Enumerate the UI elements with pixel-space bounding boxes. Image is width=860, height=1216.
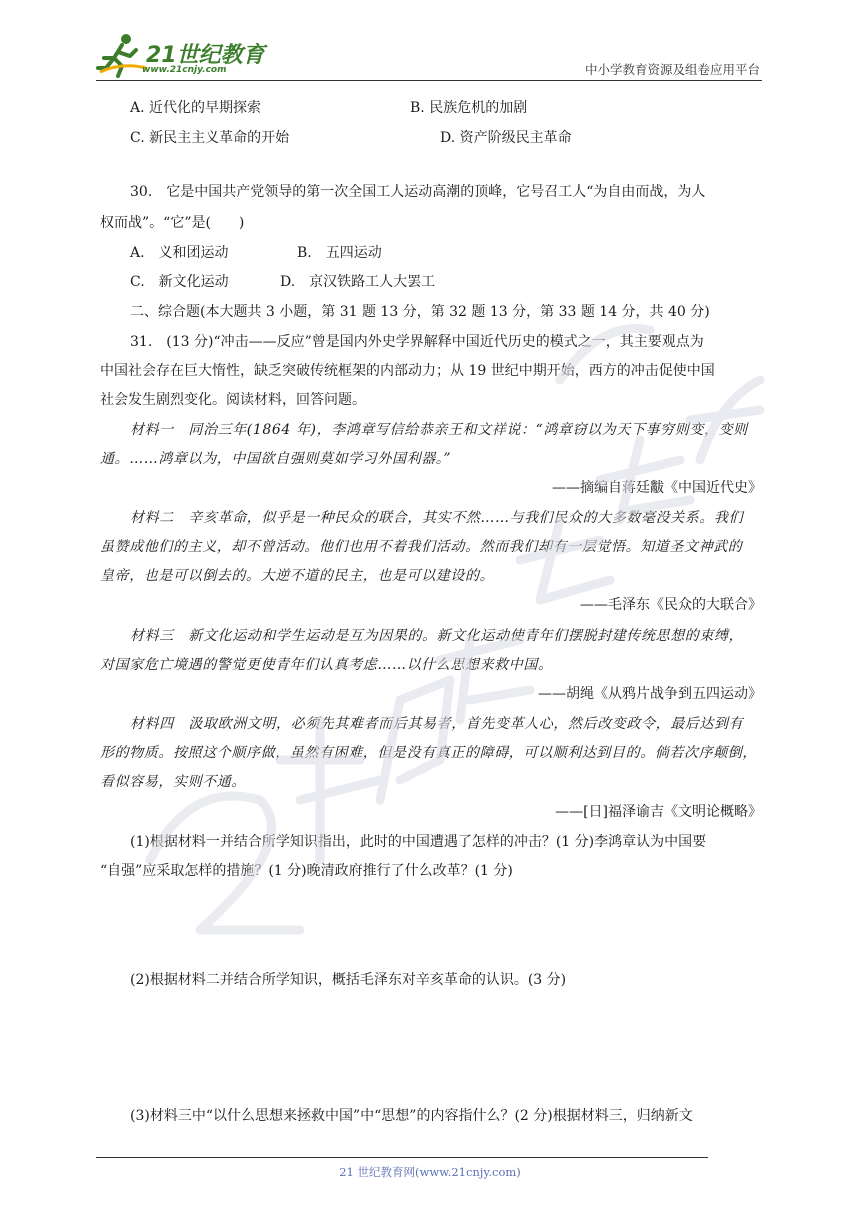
sub-question-2: (2)根据材料二并结合所学知识，概括毛泽东对辛亥革命的认识。(3 分) [130, 972, 567, 988]
sub-question-3-line1: (3)材料三中“以什么思想来拯救中国”中“思想”的内容指什么？(2 分)根据材料三，归纳新文 [130, 1108, 693, 1124]
sub-question-1-line2: “自强”应采取怎样的措施？(1 分)晚清政府推行了什么改革？(1 分) [100, 863, 513, 879]
material-2-source: ——毛泽东《民众的大联合》 [580, 597, 762, 613]
sub-question-1-line1: (1)根据材料一并结合所学知识指出，此时的中国遭遇了怎样的冲击？(1 分)李鸿章认为中国要 [130, 834, 707, 850]
material-4-line1: 材料四 汲取欧洲文明，必须先其难者而后其易者，首先变革人心，然后改变政令，最后达到有 [130, 716, 744, 732]
q31-intro-line2: 中国社会存在巨大惰性，缺乏突破传统框架的内部动力；从 19 世纪中期开始，西方的冲击促使中国 [100, 363, 715, 379]
q31-intro-line3: 社会发生剧烈变化。阅读材料，回答问题。 [100, 392, 366, 408]
material-2-line2: 虽赞成他们的主义，却不曾活动。他们也用不着我们活动。然而我们却有一层觉悟。知道圣文神武的 [100, 539, 743, 555]
header-divider [96, 80, 762, 81]
site-logo[interactable] [96, 32, 276, 82]
runner-icon [96, 32, 148, 78]
footer-divider [96, 1157, 708, 1158]
logo-text: 21世纪教育 [146, 43, 265, 68]
q30-option-d: D. 京汉铁路工人大罢工 [280, 274, 436, 290]
platform-title: 中小学教育资源及组卷应用平台 [584, 62, 760, 77]
material-1-line2: 通。……鸿章以为，中国欲自强则莫如学习外国利器。” [100, 451, 452, 467]
q30-option-c: C. 新文化运动 [130, 274, 229, 290]
q29-option-d: D. 资产阶级民主革命 [440, 130, 572, 146]
material-1-source: ——摘编自蒋廷黻《中国近代史》 [552, 480, 762, 496]
material-3-source: ——胡绳《从鸦片战争到五四运动》 [538, 686, 762, 702]
material-1-line1: 材料一 同治三年(1864 年)，李鸿章写信给恭亲王和文祥说：“鸿章窃以为天下事穷则变，变则 [130, 422, 748, 438]
section-heading: 二、综合题(本大题共 3 小题，第 31 题 13 分，第 32 题 13 分，第 33 题 14 分，共 40 分) [130, 304, 710, 320]
q31-intro-line1: 31. (13 分)“冲击——反应”曾是国内外史学界解释中国近代历史的模式之一，其主要观点为 [130, 334, 704, 350]
q30-stem-line1: 30. 它是中国共产党领导的第一次全国工人运动高潮的顶峰，它号召工人“为自由而战，为人 [130, 184, 706, 200]
q30-option-b: B. 五四运动 [297, 245, 382, 261]
material-4-line2: 形的物质。按照这个顺序做，虽然有困难，但是没有真正的障碍，可以顺利达到目的。倘若次序颠倒， [100, 745, 757, 761]
q29-option-c: C. 新民主主义革命的开始 [130, 130, 290, 146]
logo-url: www.21cnjy.com [142, 65, 227, 75]
q29-option-a: A. 近代化的早期探索 [130, 100, 262, 116]
material-3-line2: 对国家危亡境遇的警觉更使青年们认真考虑……以什么思想来救中国。 [100, 657, 553, 673]
q29-option-b: B. 民族危机的加剧 [410, 100, 528, 116]
footer-text[interactable]: 21 世纪教育网(www.21cnjy.com) [339, 1165, 521, 1179]
material-2-line3: 皇帝，也是可以倒去的。大逆不道的民主，也是可以建设的。 [100, 568, 495, 584]
q30-stem-line2: 权而战”。“它”是( ) [100, 215, 245, 231]
material-4-line3: 看似容易，实则不通。 [100, 774, 246, 790]
page-header [0, 0, 860, 90]
material-4-source: ——[日]福泽谕吉《文明论概略》 [555, 804, 762, 820]
q30-option-a: A. 义和团运动 [130, 245, 229, 261]
material-3-line1: 材料三 新文化运动和学生运动是互为因果的。新文化运动使青年们摆脱封建传统思想的束缚， [130, 628, 744, 644]
material-2-line1: 材料二 辛亥革命，似乎是一种民众的联合，其实不然……与我们民众的大多数毫没关系。我们 [130, 510, 744, 526]
